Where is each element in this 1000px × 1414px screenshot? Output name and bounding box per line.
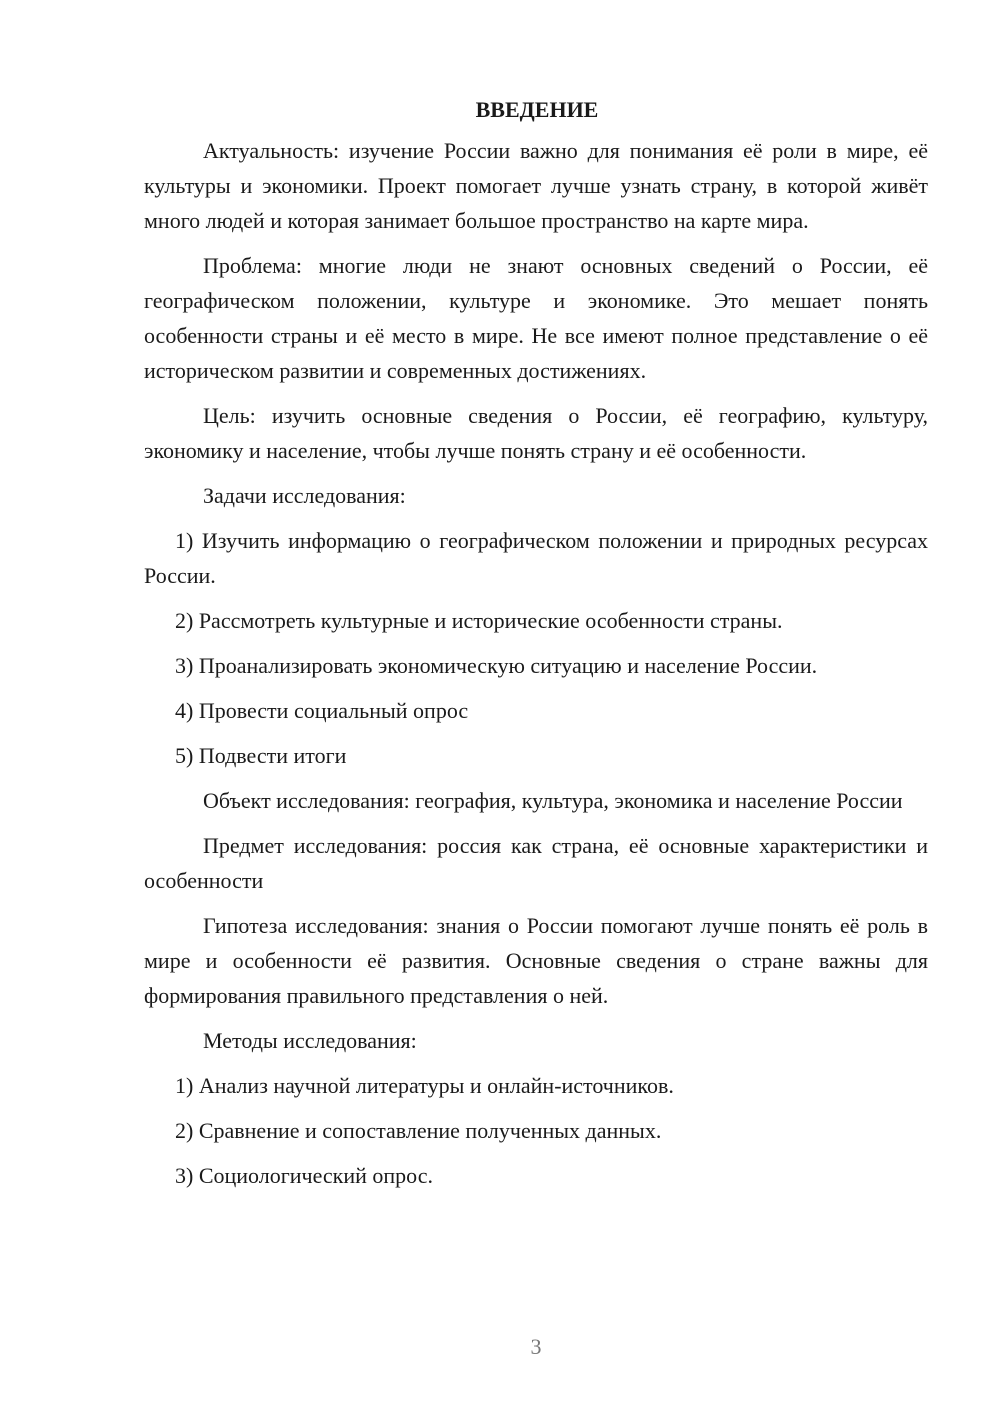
hypothesis-paragraph: Гипотеза исследования: знания о России помогают лучше понять её роль в мире и особенности её развития. Основные сведения о стране важны для формирования правильного представления о ней. — [144, 913, 928, 1008]
method-item: 2) Сравнение и сопоставление полученных данных. — [175, 1118, 662, 1143]
tasks-heading: Задачи исследования: — [203, 483, 406, 508]
method-item: 1) Анализ научной литературы и онлайн-источников. — [175, 1073, 674, 1098]
goal-paragraph: Цель: изучить основные сведения о России, её географию, культуру, экономику и население, чтобы лучше понять страну и её особенности. — [144, 403, 928, 463]
methods-heading: Методы исследования: — [203, 1028, 417, 1053]
task-item: 3) Проанализировать экономическую ситуацию и население России. — [175, 653, 818, 678]
task-item: 5) Подвести итоги — [175, 743, 347, 768]
section-title: ВВЕДЕНИЕ — [475, 97, 599, 122]
task-item: 1) Изучить информацию о географическом положении и природных ресурсах России. — [144, 528, 928, 588]
document-page — [144, 92, 928, 1203]
problem-paragraph: Проблема: многие люди не знают основных сведений о России, её географическом положении, культуре и экономике. Это мешает понять особенности страны и её место в мире. Не все имеют полное представление о её историческом развитии и современных достижениях. — [144, 253, 928, 383]
object-paragraph: Объект исследования: география, культура, экономика и население России — [203, 788, 903, 813]
page-number: 3 — [530, 1334, 542, 1359]
task-item: 2) Рассмотреть культурные и исторические особенности страны. — [175, 608, 783, 633]
task-item: 4) Провести социальный опрос — [175, 698, 469, 723]
method-item: 3) Социологический опрос. — [175, 1163, 433, 1188]
relevance-paragraph: Актуальность: изучение России важно для понимания её роли в мире, её культуры и экономики. Проект помогает лучше узнать страну, в которой живёт много людей и которая занимает большое пространство на карте мира. — [144, 138, 928, 233]
subject-paragraph: Предмет исследования: россия как страна, её основные характеристики и особенности — [144, 833, 928, 893]
